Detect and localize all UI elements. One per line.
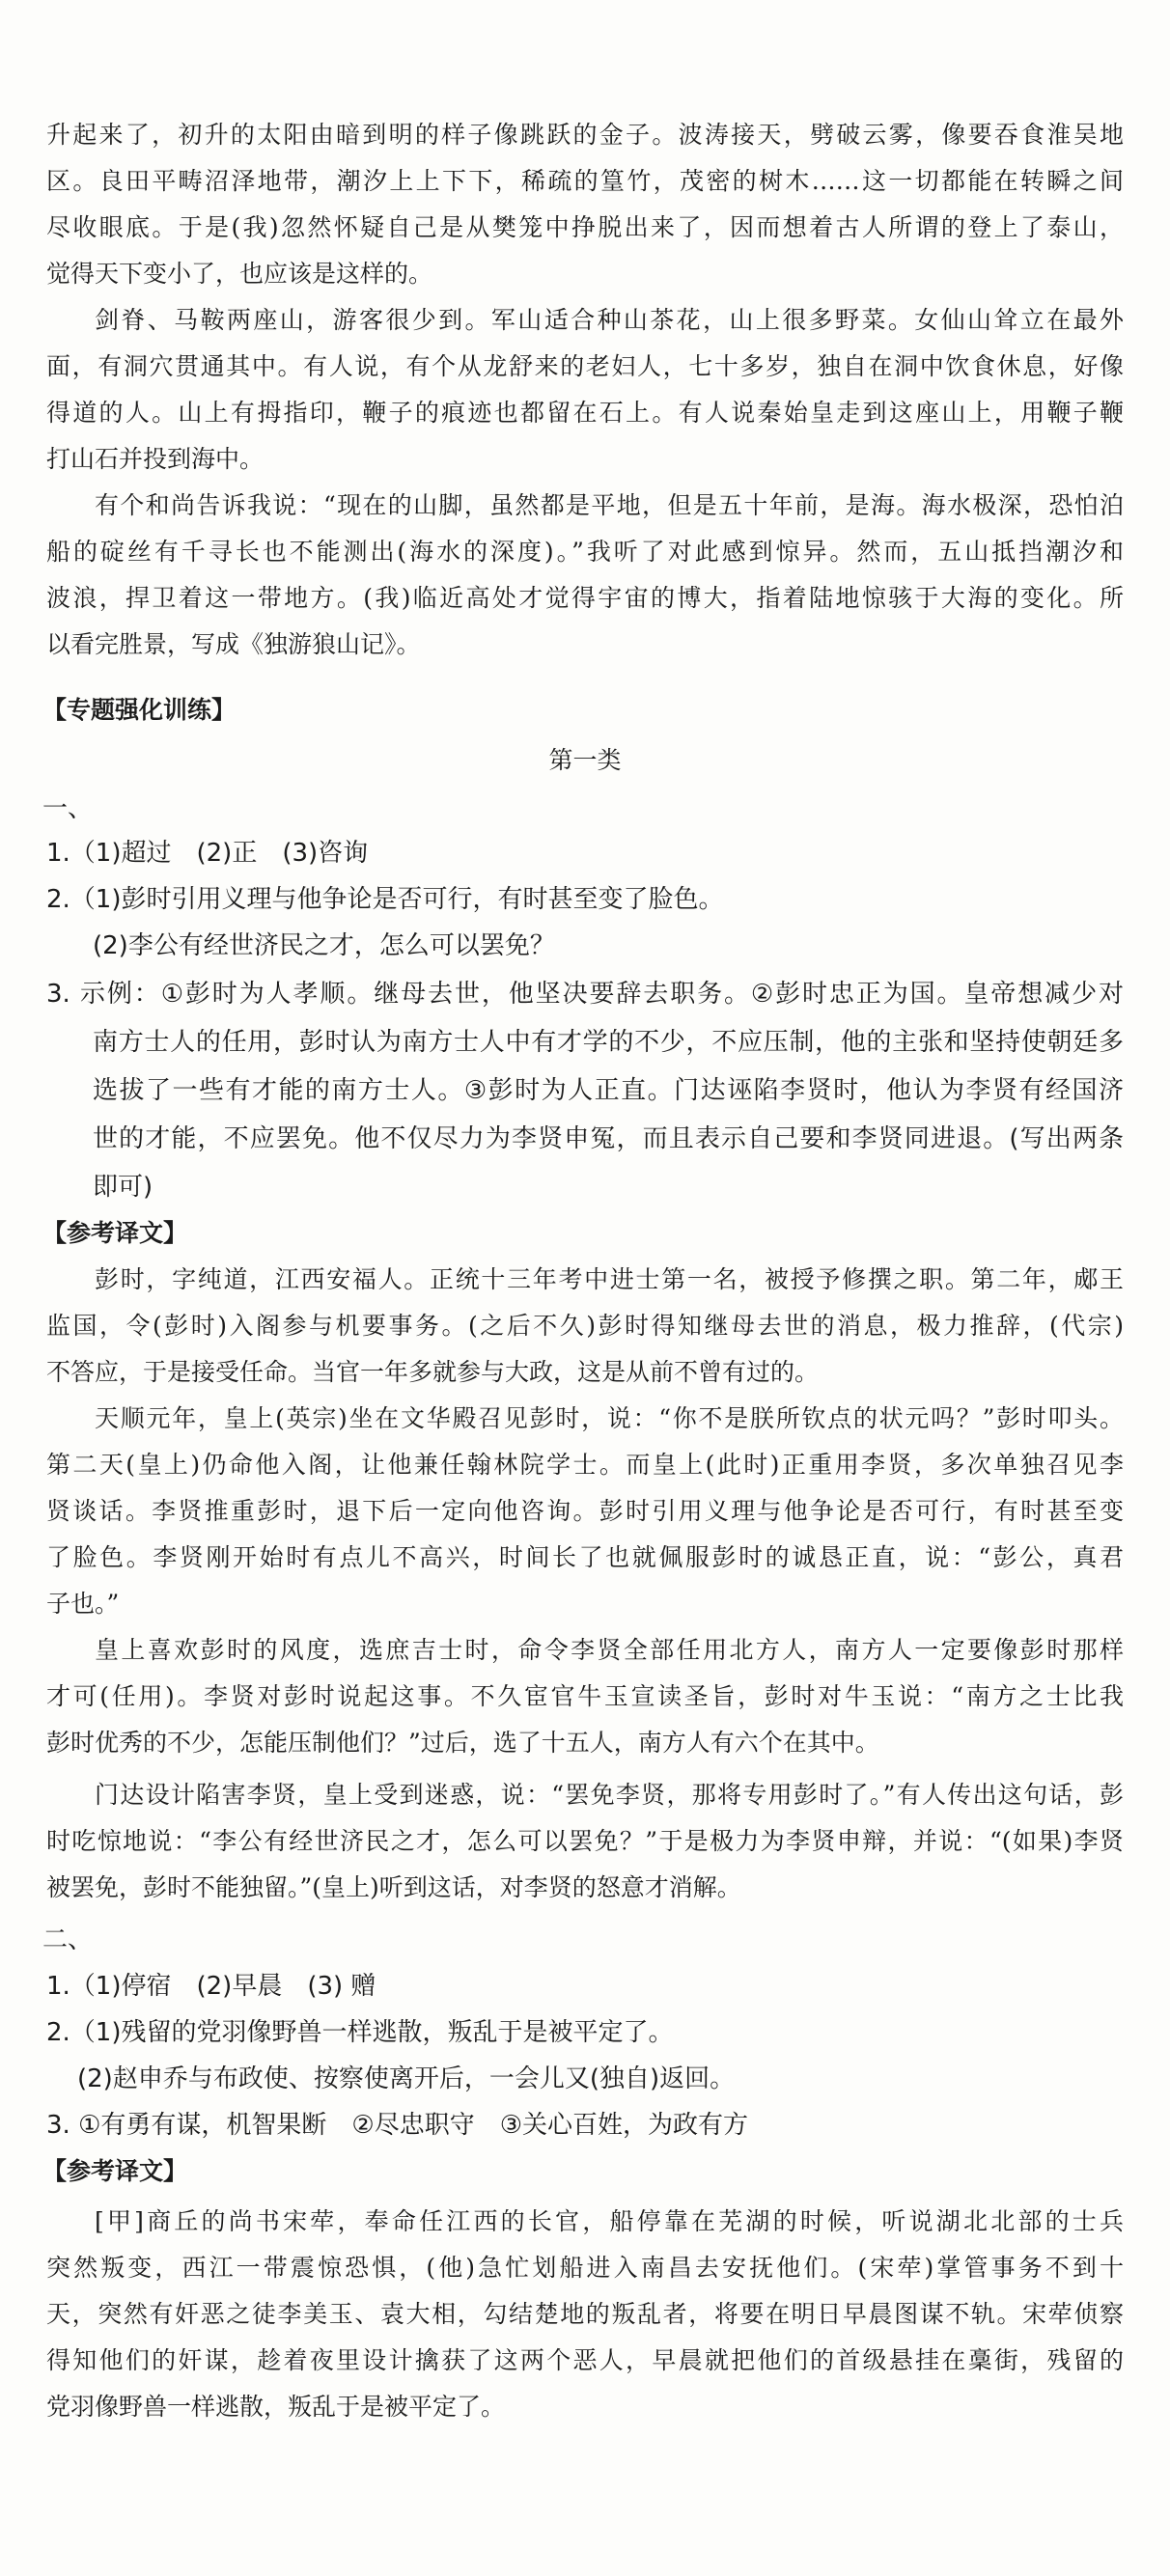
text-line: 彭时优秀的不少，怎能压制他们？”过后，选了十五人，南方人有六个在其中。 [46,1729,879,1757]
text-line: 时吃惊地说：“李公有经世济民之才，怎么可以罢免？”于是极力为李贤申辩，并说：“(如果)李贤 [46,1827,1124,1855]
text-line: 剑脊、马鞍两座山，游客很少到。军山适合种山茶花，山上很多野菜。女仙山耸立在最外 [95,306,1124,334]
text-line: 区。良田平畴沼泽地带，潮汐上上下下，稀疏的篁竹，茂密的树木……这一切都能在转瞬之间 [46,167,1124,195]
answer-q2-b: (2)李公有经世济民之才，怎么可以罢免？ [93,931,555,960]
special-training-heading: 【专题强化训练】 [42,696,237,724]
text-line: 天顺元年，皇上(英宗)坐在文华殿召见彭时，说：“你不是朕所钦点的状元吗？”彭时叩头。 [95,1404,1124,1432]
text-line: 打山石并投到海中。 [46,445,265,473]
text-line: 天，突然有奸恶之徒李美玉、袁大相，勾结楚地的叛乱者，将要在明日早晨图谋不轨。宋荦侦察 [46,2300,1124,2328]
reference-translation-heading: 【参考译文】 [42,2157,188,2185]
text-line: 贤谈话。李贤推重彭时，退下后一定向他咨询。彭时引用义理与他争论是否可行，有时甚至变 [46,1497,1124,1525]
text-line: 以看完胜景，写成《独游狼山记》。 [46,630,421,658]
text-line: 觉得天下变小了，也应该是这样的。 [46,260,433,288]
answer-q3-line: 世的才能，不应罢免。他不仅尽力为李贤申冤，而且表示自己要和李贤同进退。(写出两条 [93,1124,1124,1153]
text-line: 船的碇丝有千寻长也不能测出(海水的深度)。”我听了对此感到惊异。然而，五山抵挡潮汐和 [46,538,1124,566]
text-line: 尽收眼底。于是(我)忽然怀疑自己是从樊笼中挣脱出来了，因而想着古人所谓的登上了泰山， [46,213,1124,241]
answer-q3-line: 3. 示例：①彭时为人孝顺。继母去世，他坚决要辞去职务。②彭时忠正为国。皇帝想减少对 [46,980,1124,1009]
answer-q2-b: (2)赵申乔与布政使、按察使离开后，一会儿又(独自)返回。 [77,2064,736,2093]
text-line: 党羽像野兽一样逃散，叛乱于是被平定了。 [46,2393,506,2421]
text-line: 突然叛变，西江一带震惊恐惧，(他)急忙划船进入南昌去安抚他们。(宋荦)掌管事务不到十 [46,2254,1124,2282]
part-two-label: 二、 [42,1925,94,1954]
text-line: 监国，令(彭时)入阁参与机要事务。(之后不久)彭时得知继母去世的消息，极力推辞，(代宗) [46,1312,1124,1340]
text-line: 得知他们的奸谋，趁着夜里设计擒获了这两个恶人，早晨就把他们的首级悬挂在稾街，残留的 [46,2346,1124,2374]
text-line: 不答应，于是接受任命。当官一年多就参与大政，这是从前不曾有过的。 [46,1358,820,1386]
answer-q1: 1.（1)超过 (2)正 (3)咨询 [46,839,369,868]
text-line: 彭时，字纯道，江西安福人。正统十三年考中进士第一名，被授予修撰之职。第二年，郕王 [95,1265,1124,1293]
text-line: 了脸色。李贤刚开始时有点儿不高兴，时间长了也就佩服彭时的诚恳正直，说：“彭公，真君 [46,1543,1124,1571]
text-line: [甲]商丘的尚书宋荦，奉命任江西的长官，船停靠在芜湖的时候，听说湖北北部的士兵 [95,2207,1124,2235]
answer-q1: 1.（1)停宿 (2)早晨 (3) 赠 [46,1972,376,2001]
answer-q3: 3. ①有勇有谋，机智果断 ②尽忠职守 ③关心百姓，为政有方 [46,2111,748,2140]
text-line: 才可(任用)。李贤对彭时说起这事。不久宦官牛玉宣读圣旨，彭时对牛玉说：“南方之士比我 [46,1682,1124,1710]
reference-translation-heading: 【参考译文】 [42,1219,188,1247]
category-title: 第一类 [548,746,622,774]
text-line: 得道的人。山上有拇指印，鞭子的痕迹也都留在石上。有人说秦始皇走到这座山上，用鞭子鞭 [46,399,1124,427]
answer-q3-line: 南方士人的任用，彭时认为南方士人中有才学的不少，不应压制，他的主张和坚持使朝廷多 [93,1028,1124,1057]
answer-q2-a: 2.（1)残留的党羽像野兽一样逃散，叛乱于是被平定了。 [46,2018,674,2047]
text-line: 升起来了，初升的太阳由暗到明的样子像跳跃的金子。波涛接天，劈破云雾，像要吞食淮吴地 [46,121,1124,149]
text-line: 面，有洞穴贯通其中。有人说，有个从龙舒来的老妇人，七十多岁，独自在洞中饮食休息，好像 [46,352,1124,380]
answer-q3-line: 选拔了一些有才能的南方士人。③彭时为人正直。门达诬陷李贤时，他认为李贤有经国济 [93,1076,1124,1105]
text-line: 第二天(皇上)仍命他入阁，让他兼任翰林院学士。而皇上(此时)正重用李贤，多次单独召见李 [46,1451,1124,1479]
answer-q2-a: 2.（1)彭时引用义理与他争论是否可行，有时甚至变了脸色。 [46,885,724,914]
text-line: 子也。” [46,1590,120,1618]
text-line: 有个和尚告诉我说：“现在的山脚，虽然都是平地，但是五十年前，是海。海水极深，恐怕泊 [95,491,1124,519]
text-line: 被罢免，彭时不能独留。”(皇上)听到这话，对李贤的怒意才消解。 [46,1873,741,1901]
text-line: 门达设计陷害李贤，皇上受到迷惑，说：“罢免李贤，那将专用彭时了。”有人传出这句话，彭 [95,1781,1124,1809]
answer-q3-line: 即可) [93,1173,153,1202]
text-line: 波浪，捍卫着这一带地方。(我)临近高处才觉得宇宙的博大，指着陆地惊骇于大海的变化。所 [46,584,1124,612]
text-line: 皇上喜欢彭时的风度，选庶吉士时，命令李贤全部任用北方人，南方人一定要像彭时那样 [95,1636,1124,1664]
part-one-label: 一、 [42,794,94,823]
